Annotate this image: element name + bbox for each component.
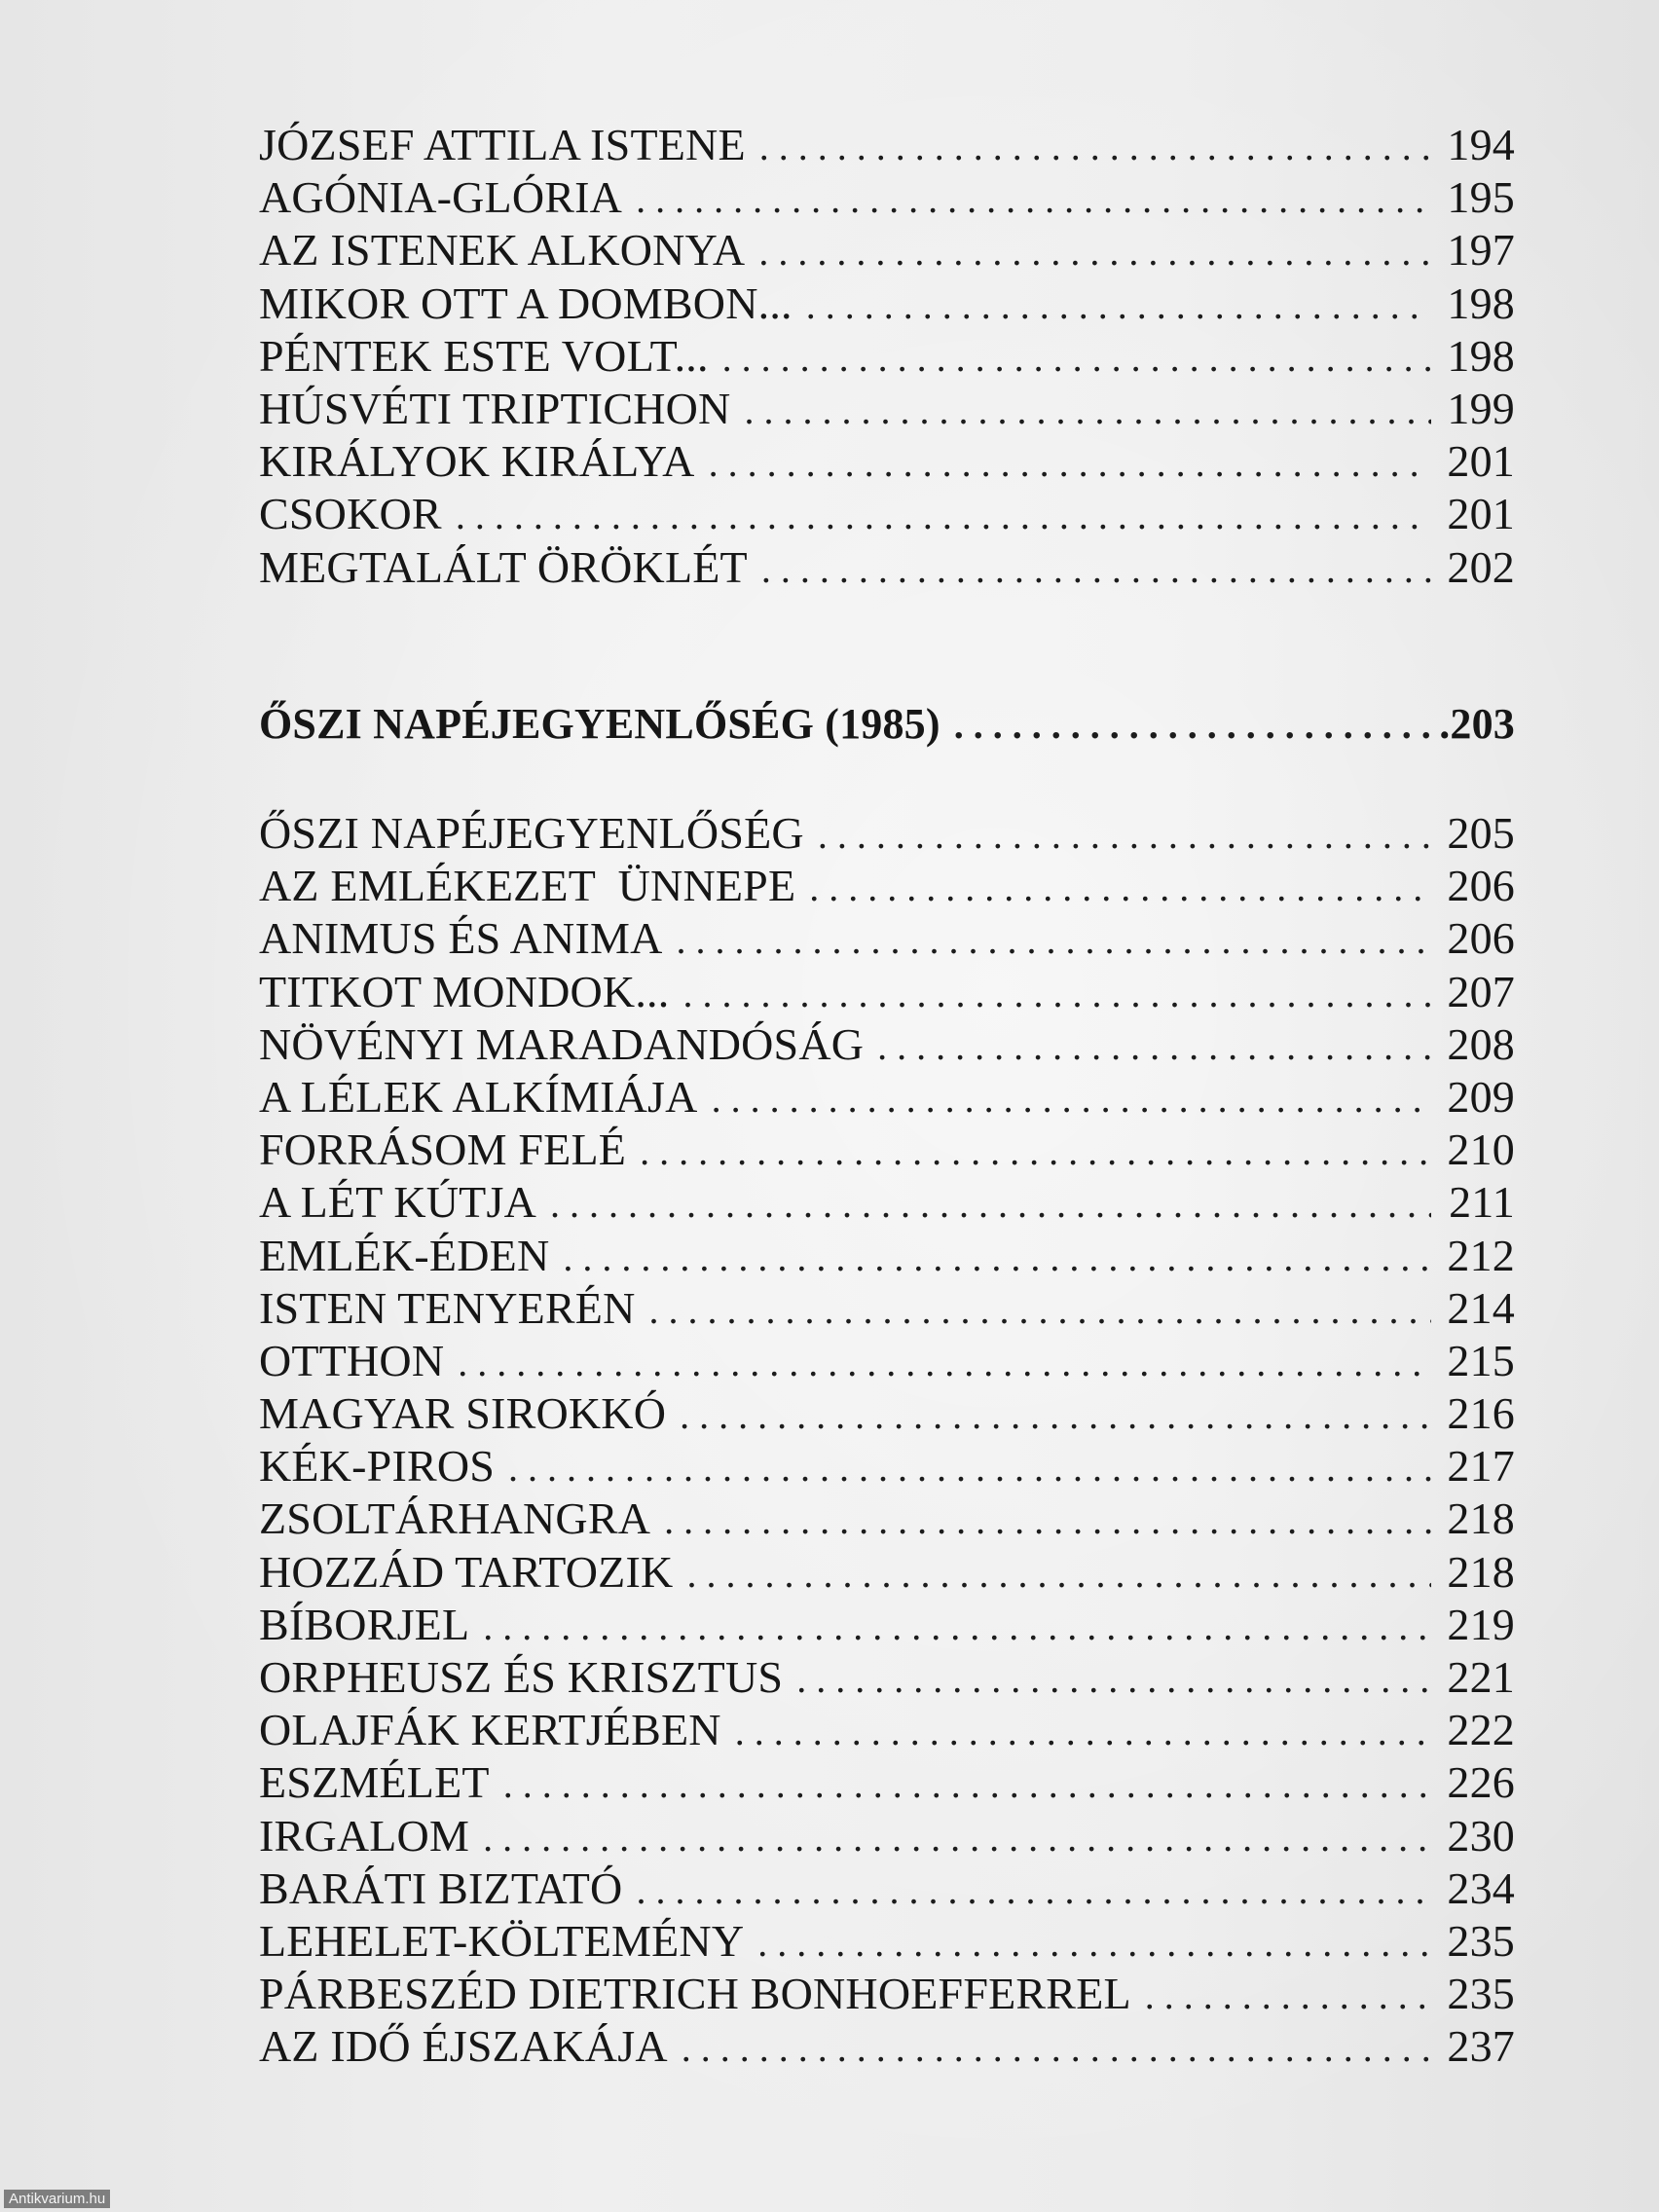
toc-entry-title: LEHELET-KÖLTEMÉNY [259,1915,745,1966]
toc-entry-page: 206 [1447,861,1515,911]
watermark: Antikvarium.hu [4,2190,110,2208]
dot-leader [503,1758,1431,1811]
toc-entry [259,541,1515,594]
toc-entry-page: 212 [1447,1230,1515,1280]
toc-entry-title: HOZZÁD TARTOZIK [259,1546,674,1597]
toc-entry-title: MAGYAR SIROKKÓ [259,1388,667,1439]
dot-leader [676,914,1431,967]
dot-leader [712,1073,1431,1125]
toc-entry [259,1704,1515,1756]
dot-leader [809,862,1431,914]
section-heading-entry [259,698,1515,751]
dot-leader [458,1337,1431,1389]
toc-entry-title: ORPHEUSZ ÉS KRISZTUS [259,1652,784,1702]
toc-entry-title: FORRÁSOM FELÉ [259,1124,627,1175]
dot-leader [722,332,1431,385]
toc-entry [259,435,1515,488]
dot-leader [550,1178,1431,1231]
toc-entry [259,119,1515,171]
toc-entry-title: ŐSZI NAPÉJEGYENLŐSÉG [259,808,804,858]
toc-entry-page: 216 [1447,1388,1515,1439]
toc-entry [259,1546,1515,1599]
toc-entry-title: ANIMUS ÉS ANIMA [259,913,663,964]
toc-entry-page: 195 [1447,172,1515,223]
toc-entry-title: KÉK-PIROS [259,1441,496,1492]
toc-entry [259,1599,1515,1651]
toc-entry-page: 197 [1447,225,1515,276]
toc-entry [259,2020,1515,2073]
toc-section-heading [259,698,1515,751]
toc-entry-page: 219 [1447,1599,1515,1649]
toc-entry [259,1440,1515,1493]
toc-entry-page: 218 [1447,1546,1515,1597]
toc-entry-page: 237 [1447,2021,1515,2072]
toc-entry-page: 226 [1447,1757,1515,1808]
dot-leader [735,1706,1431,1758]
toc-entry-title: BARÁTI BIZTATÓ [259,1862,623,1913]
toc-entry-page: 201 [1447,489,1515,539]
toc-entry [259,1018,1515,1071]
toc-entry [259,1915,1515,1968]
toc-entry [259,1810,1515,1862]
toc-entry-title: EMLÉK-ÉDEN [259,1230,550,1280]
toc-entry-title: TITKOT MONDOK... [259,966,670,1016]
toc-entry-title: ISTEN TENYERÉN [259,1282,636,1333]
toc-entry-page: 198 [1447,330,1515,381]
toc-entry-title: PÁRBESZÉD DIETRICH BONHOEFFERREL [259,1969,1131,2019]
toc-entry-page: 217 [1447,1441,1515,1492]
toc-entry [259,1124,1515,1176]
toc-entry [259,224,1515,276]
dot-leader [806,279,1431,332]
toc-entry-title: KIRÁLYOK KIRÁLYA [259,436,695,487]
toc-entry-title: ZSOLTÁRHANGRA [259,1493,651,1544]
dot-leader [640,1125,1431,1178]
toc-entry-page: 210 [1447,1124,1515,1175]
dot-leader [483,1812,1431,1864]
dot-leader [483,1601,1431,1653]
toc-entry-page: 205 [1447,808,1515,858]
toc-entry-title: OTTHON [259,1335,445,1385]
dot-leader [686,1548,1431,1601]
toc-entry [259,1071,1515,1124]
dot-leader [759,121,1431,173]
toc-entry-title: AGÓNIA-GLÓRIA [259,172,623,223]
toc-entry [259,1176,1515,1229]
toc-entry-page: 235 [1447,1969,1515,2019]
toc-entry-title: IRGALOM [259,1810,470,1861]
toc-entry-page: 222 [1447,1705,1515,1755]
section-heading-page: .203 [1439,700,1515,748]
dot-leader [877,1020,1431,1073]
toc-entry [259,1230,1515,1282]
toc-entry-title: ESZMÉLET [259,1757,490,1808]
toc-entry [259,1282,1515,1335]
toc-entry [259,1493,1515,1545]
dot-leader [680,1389,1431,1442]
dot-leader [649,1284,1431,1337]
toc-entry-page: 206 [1447,913,1515,964]
dot-leader [1145,1970,1431,2022]
toc-entry-page: 207 [1447,966,1515,1016]
toc-entry [259,488,1515,540]
toc-entry [259,1862,1515,1915]
dot-leader [757,1917,1431,1970]
dot-leader [563,1232,1431,1284]
dot-leader [818,809,1431,862]
toc-entry [259,171,1515,224]
toc-entry-page: 202 [1447,541,1515,592]
toc-entry [259,1756,1515,1809]
toc-entry-title: PÉNTEK ESTE VOLT... [259,330,709,381]
toc-entry-page: 211 [1449,1177,1515,1228]
section-heading-title: ŐSZI NAPÉJEGYENLŐSÉG (1985) [259,700,940,748]
toc-entry-page: 221 [1447,1652,1515,1702]
toc-entry-title: CSOKOR [259,489,442,539]
toc-entry-title: OLAJFÁK KERTJÉBEN [259,1705,721,1755]
toc-entry-title: AZ ISTENEK ALKONYA [259,225,746,276]
toc-entry [259,966,1515,1018]
toc-entry-page: 214 [1447,1282,1515,1333]
toc-entry [259,860,1515,912]
toc-entry [259,383,1515,435]
toc-entry-page: 230 [1447,1810,1515,1861]
dot-leader [744,385,1431,437]
toc-entry-title: A LÉLEK ALKÍMIÁJA [259,1071,698,1122]
toc-group-first [259,119,1515,594]
toc-group-second [259,807,1515,2074]
toc-entry-page: 235 [1447,1915,1515,1966]
toc-entry-page: 234 [1447,1862,1515,1913]
toc-entry-title: A LÉT KÚTJA [259,1177,537,1228]
toc-entry [259,1968,1515,2020]
toc-entry [259,1387,1515,1440]
dot-leader [456,490,1431,542]
dot-leader [636,173,1431,226]
toc-entry [259,912,1515,965]
toc-entry-page: 215 [1447,1335,1515,1385]
toc-entry-title: AZ EMLÉKEZET ÜNNEPE [259,861,796,911]
dot-leader [664,1494,1431,1547]
toc-entry-page: 218 [1447,1493,1515,1544]
dot-leader [954,699,1431,752]
toc-entry-title: HÚSVÉTI TRIPTICHON [259,383,731,433]
dot-leader [761,543,1431,596]
dot-leader [709,437,1431,490]
toc-entry-page: 201 [1447,436,1515,487]
toc-entry-title: MEGTALÁLT ÖRÖKLÉT [259,541,748,592]
toc-entry [259,807,1515,860]
toc-entry-title: NÖVÉNYI MARADANDÓSÁG [259,1018,865,1069]
dot-leader [796,1653,1431,1706]
dot-leader [682,968,1431,1020]
toc-entry-page: 194 [1447,120,1515,169]
toc-entry-page: 209 [1447,1071,1515,1122]
dot-leader [682,2022,1431,2075]
toc-entry [259,277,1515,330]
toc-entry [259,330,1515,383]
toc-entry-title: AZ IDŐ ÉJSZAKÁJA [259,2021,668,2072]
toc-entry-page: 208 [1447,1018,1515,1069]
toc-entry-title: BÍBORJEL [259,1599,470,1649]
dot-leader [508,1442,1431,1494]
toc-entry-page: 199 [1447,383,1515,433]
toc-entry-title: MIKOR OTT A DOMBON... [259,277,793,328]
dot-leader [636,1864,1431,1917]
dot-leader [758,226,1431,278]
toc-entry [259,1335,1515,1387]
toc-entry [259,1651,1515,1704]
toc-entry-page: 198 [1447,277,1515,328]
toc-entry-title: JÓZSEF ATTILA ISTENE [259,120,746,169]
